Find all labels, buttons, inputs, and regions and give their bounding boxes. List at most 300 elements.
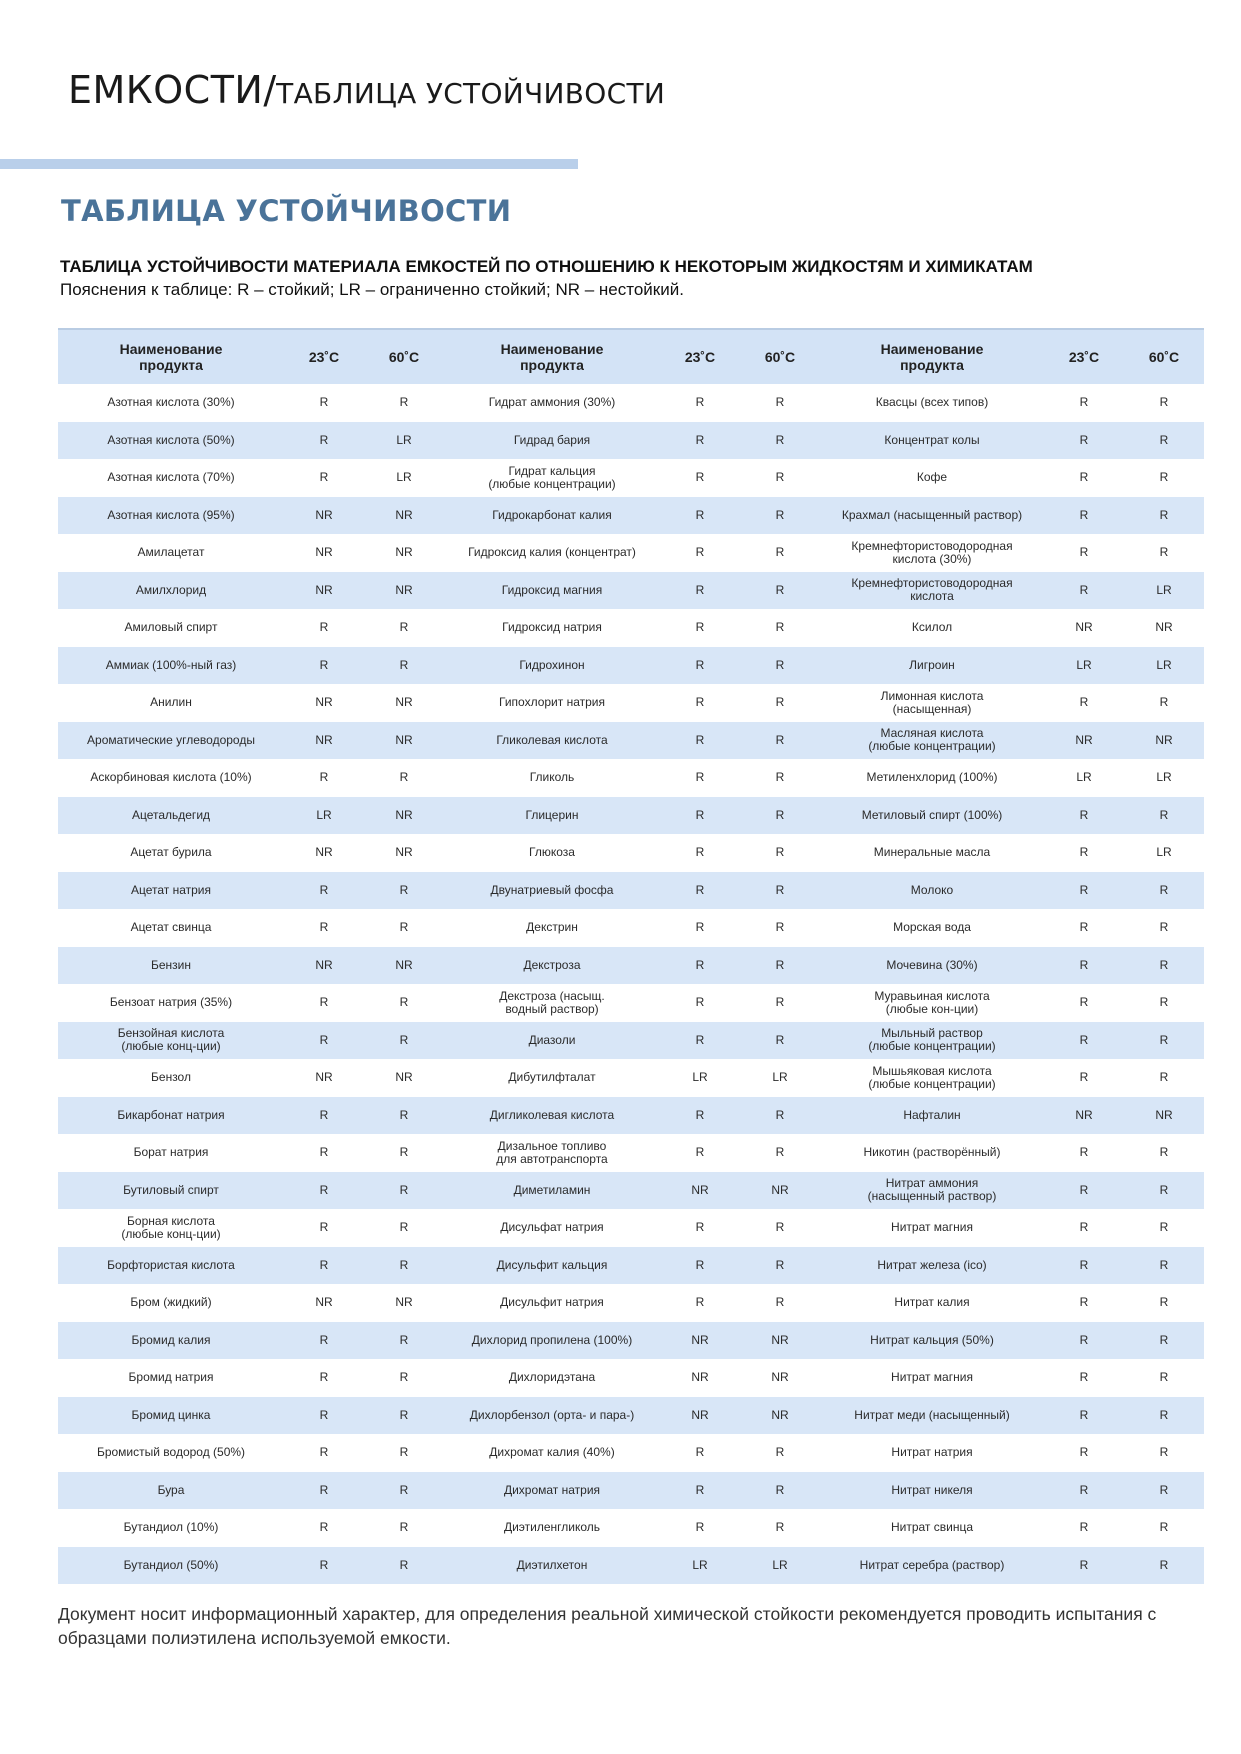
value-23c-cell: R [1044,1322,1124,1360]
value-60c-cell: R [740,422,820,460]
value-60c-cell: R [364,1172,444,1210]
table-row [58,459,1204,497]
product-name-cell: Нитрат кальция (50%) [820,1322,1044,1360]
table-row [58,1509,1204,1547]
product-name-cell: Квасцы (всех типов) [875,395,989,410]
value-23c-cell: NR [660,1397,740,1435]
table-row [58,684,1204,722]
value-60c-cell: R [399,995,409,1010]
value-23c-cell: R [695,620,705,635]
value-60c-cell: NR [395,1070,413,1085]
product-name-cell: Бромид калия [58,1322,284,1360]
product-name-cell: Азотная кислота (70%) [107,470,235,485]
product-name-cell: Гидроксид натрия [502,620,602,635]
table-row [58,797,1204,835]
value-60c-cell: R [740,1022,820,1060]
header-slash: / [263,68,277,112]
value-60c-cell: R [1124,872,1204,910]
product-name-cell: Муравьиная кислота (любые кон-ции) [874,988,990,1016]
value-60c-cell: NR [1124,1097,1204,1135]
product-name-cell: Кремнефтористоводородная кислота (30%) [851,538,1013,566]
value-23c-cell: R [284,1172,364,1210]
product-name-cell: Гидрокарбонат калия [444,497,660,535]
value-60c-cell: R [740,1472,820,1510]
value-60c-cell: R [1124,422,1204,460]
product-name-cell: Нитрат меди (насыщенный) [820,1397,1044,1435]
value-23c-cell: R [660,1247,740,1285]
table-row [58,1547,1204,1585]
product-name-cell: Дихромат натрия [444,1472,660,1510]
value-60c-cell: R [740,797,820,835]
value-23c-cell: R [1079,395,1089,410]
value-23c-cell: R [1079,1445,1089,1460]
product-name-cell: Амилацетат [137,545,205,560]
column-header-60c: 60˚C [740,329,820,384]
product-name-cell: Никотин (растворённый) [863,1145,1001,1160]
table-row [58,609,1204,647]
product-name-cell: Дигликолевая кислота [444,1097,660,1135]
value-23c-cell: R [319,395,329,410]
value-23c-cell: R [1079,1220,1089,1235]
table-row [58,572,1204,610]
value-60c-cell: NR [364,722,444,760]
product-name-cell: Бутандиол (10%) [123,1520,219,1535]
table-row [58,759,1204,797]
value-23c-cell: R [1044,497,1124,535]
value-23c-cell: NR [315,845,333,860]
value-60c-cell: R [775,1445,785,1460]
product-name-cell: Ацетат бурила [130,845,212,860]
product-name-cell: Борфтористая кислота [58,1247,284,1285]
value-23c-cell: R [1044,1247,1124,1285]
value-60c-cell: R [1159,1070,1169,1085]
value-23c-cell: R [695,1445,705,1460]
value-23c-cell: R [695,395,705,410]
product-name-cell: Дихлоридэтана [508,1370,596,1385]
product-name-cell: Нитрат аммония (насыщенный раствор) [820,1172,1044,1210]
value-60c-cell: R [399,1220,409,1235]
value-60c-cell: R [1159,1370,1169,1385]
resistance-table-container [58,328,1184,1584]
product-name-cell: Нитрат магния [891,1370,973,1385]
product-name-cell: Лимонная кислота (насыщенная) [880,688,984,716]
table-row [58,1359,1204,1397]
value-60c-cell: R [1124,1472,1204,1510]
value-23c-cell: R [1044,572,1124,610]
value-60c-cell: R [775,1520,785,1535]
table-row [58,909,1204,947]
product-name-cell: Ксилол [911,620,953,635]
value-60c-cell: R [1159,920,1169,935]
value-60c-cell: R [775,545,785,560]
product-name-cell: Крахмал (насыщенный раствор) [820,497,1044,535]
value-23c-cell: R [660,572,740,610]
value-23c-cell: R [1044,947,1124,985]
value-23c-cell: R [660,422,740,460]
value-60c-cell: NR [395,545,413,560]
product-name-cell: Диметиламин [444,1172,660,1210]
value-60c-cell: R [399,1445,409,1460]
product-name-cell: Ароматические углеводороды [58,722,284,760]
table-row [58,497,1204,535]
value-23c-cell: R [284,1547,364,1585]
value-60c-cell: R [775,620,785,635]
page-header [68,68,665,112]
product-name-cell: Гидроксид магния [444,572,660,610]
value-23c-cell: R [284,1397,364,1435]
value-60c-cell: R [364,872,444,910]
value-60c-cell: R [1159,1520,1169,1535]
value-60c-cell: R [775,695,785,710]
value-23c-cell: NR [315,1070,333,1085]
value-23c-cell: R [660,1097,740,1135]
table-row [58,947,1204,985]
value-23c-cell: NR [284,947,364,985]
value-23c-cell: R [319,1145,329,1160]
product-name-cell: Ацетат свинца [130,920,212,935]
value-60c-cell: R [775,395,785,410]
value-23c-cell: R [1079,1295,1089,1310]
table-row [58,834,1204,872]
product-name-cell: Дихлорбензол (орта- и пара-) [444,1397,660,1435]
value-23c-cell: R [660,647,740,685]
product-name-cell: Гидрад бария [444,422,660,460]
value-23c-cell: R [319,995,329,1010]
table-row [58,1397,1204,1435]
table-row [58,384,1204,422]
value-23c-cell: R [319,620,329,635]
value-23c-cell: R [319,1445,329,1460]
table-row [58,534,1204,572]
product-name-cell: Гипохлорит натрия [499,695,605,710]
column-header-name: Наименование продукта [58,329,284,384]
value-23c-cell: NR [660,1322,740,1360]
column-header-name: Наименование продукта [820,329,1044,384]
product-name-cell: Двунатриевый фосфа [444,872,660,910]
value-60c-cell: R [775,995,785,1010]
value-23c-cell: R [319,1220,329,1235]
product-name-cell: Масляная кислота (любые концентрации) [820,722,1044,760]
product-name-cell: Борная кислота (любые конц-ции) [121,1213,221,1241]
value-23c-cell: R [695,920,705,935]
product-name-cell: Мыльный раствор (любые концентрации) [820,1022,1044,1060]
product-name-cell: Нитрат калия [894,1295,970,1310]
product-name-cell: Бромид цинка [58,1397,284,1435]
value-60c-cell: R [740,722,820,760]
accent-bar [0,159,578,169]
value-60c-cell: R [775,1295,785,1310]
value-60c-cell: R [364,1022,444,1060]
value-60c-cell: NR [364,572,444,610]
value-60c-cell: LR [1124,572,1204,610]
value-60c-cell: R [740,572,820,610]
product-name-cell: Дисульфит натрия [500,1295,604,1310]
product-name-cell: Дисульфит кальция [444,1247,660,1285]
value-60c-cell: NR [364,497,444,535]
value-60c-cell: R [399,395,409,410]
product-name-cell: Бензоат натрия (35%) [109,995,233,1010]
product-name-cell: Кофе [916,470,948,485]
value-23c-cell: R [1079,920,1089,935]
table-row [58,984,1204,1022]
value-23c-cell: R [660,947,740,985]
value-23c-cell: R [284,1097,364,1135]
value-60c-cell: NR [364,947,444,985]
value-60c-cell: R [364,1472,444,1510]
product-name-cell: Бензол [151,1070,191,1085]
value-60c-cell: NR [740,1397,820,1435]
product-name-cell: Аскорбиновая кислота (10%) [90,770,252,785]
product-name-cell: Морская вода [893,920,971,935]
value-60c-cell: R [1124,1247,1204,1285]
value-60c-cell: R [740,872,820,910]
value-60c-cell: R [1124,797,1204,835]
value-60c-cell: R [364,647,444,685]
value-60c-cell: R [1159,1220,1169,1235]
value-23c-cell: LR [692,1070,708,1085]
product-name-cell: Бура [58,1472,284,1510]
value-23c-cell: R [284,1247,364,1285]
value-60c-cell: LR [364,422,444,460]
value-60c-cell: R [775,770,785,785]
table-row [58,872,1204,910]
value-23c-cell: R [1044,1397,1124,1435]
value-60c-cell: NR [364,797,444,835]
table-row [58,1247,1204,1285]
value-23c-cell: R [284,1322,364,1360]
value-60c-cell: R [1159,545,1169,560]
product-name-cell: Метиловый спирт (100%) [820,797,1044,835]
product-name-cell: Дизальное топливо для автотранспорта [496,1138,608,1166]
value-23c-cell: R [660,797,740,835]
section-title: ТАБЛИЦА УСТОЙЧИВОСТИ [61,194,512,228]
value-23c-cell: R [695,1295,705,1310]
product-name-cell: Аммиак (100%-ный газ) [58,647,284,685]
value-23c-cell: R [284,422,364,460]
value-23c-cell: R [319,470,329,485]
value-23c-cell: NR [315,545,333,560]
value-23c-cell: R [319,920,329,935]
value-60c-cell: R [1159,1145,1169,1160]
value-60c-cell: R [364,1397,444,1435]
value-23c-cell: NR [1044,722,1124,760]
table-row [58,647,1204,685]
product-name-cell: Гидроксид калия (концентрат) [468,545,636,560]
value-23c-cell: R [1044,1172,1124,1210]
value-60c-cell: NR [771,1370,789,1385]
value-23c-cell: R [695,770,705,785]
value-60c-cell: LR [772,1070,788,1085]
table-body [58,384,1204,1584]
value-60c-cell: R [1124,947,1204,985]
value-23c-cell: R [284,1022,364,1060]
product-name-cell: Гидрохинон [444,647,660,685]
value-23c-cell: R [660,497,740,535]
product-name-cell: Дихромат калия (40%) [489,1445,615,1460]
value-23c-cell: NR [660,1172,740,1210]
value-60c-cell: R [1159,395,1169,410]
column-header-23c: 23˚C [284,329,364,384]
value-23c-cell: R [695,695,705,710]
value-60c-cell: R [775,1220,785,1235]
value-23c-cell: R [660,1472,740,1510]
product-name-cell: Нитрат серебра (раствор) [820,1547,1044,1585]
product-name-cell: Диазоли [444,1022,660,1060]
value-23c-cell: R [1044,1472,1124,1510]
table-heading: ТАБЛИЦА УСТОЙЧИВОСТИ МАТЕРИАЛА ЕМКОСТЕЙ ПО ОТНОШЕНИЮ К НЕКОТОРЫМ ЖИДКОСТЯМ И ХИМИКАТАМ [60,257,1033,276]
value-23c-cell: R [695,470,705,485]
value-60c-cell: R [1159,1295,1169,1310]
product-name-cell: Декстроза (насыщ. водный раствор) [499,988,605,1016]
value-60c-cell: NR [1124,722,1204,760]
product-name-cell: Молоко [820,872,1044,910]
table-row [58,1172,1204,1210]
value-23c-cell: R [695,1220,705,1235]
product-name-cell: Азотная кислота (95%) [58,497,284,535]
product-name-cell: Бромистый водород (50%) [96,1445,246,1460]
product-name-cell: Анилин [150,695,192,710]
value-60c-cell: R [1124,1322,1204,1360]
value-23c-cell: R [1044,1022,1124,1060]
value-60c-cell: R [1159,1445,1169,1460]
value-60c-cell: R [775,470,785,485]
product-name-cell: Бромид натрия [128,1370,214,1385]
value-60c-cell: R [740,1247,820,1285]
product-name-cell: Мышьяковая кислота (любые концентрации) [868,1063,996,1091]
product-name-cell: Гидрат кальция (любые концентрации) [488,463,616,491]
value-23c-cell: R [660,722,740,760]
table-row [58,722,1204,760]
product-name-cell: Дихлорид пропилена (100%) [444,1322,660,1360]
product-name-cell: Ацетальдегид [58,797,284,835]
value-60c-cell: R [1159,470,1169,485]
value-60c-cell: R [775,920,785,935]
value-23c-cell: R [660,872,740,910]
product-name-cell: Кремнефтористоводородная кислота [820,572,1044,610]
value-23c-cell: NR [284,572,364,610]
value-60c-cell: LR [1124,647,1204,685]
product-name-cell: Концентрат колы [820,422,1044,460]
value-60c-cell: R [399,620,409,635]
table-row [58,1434,1204,1472]
header-main-title: ЕМКОСТИ [68,68,264,112]
value-60c-cell: R [399,1370,409,1385]
value-23c-cell: NR [1075,620,1093,635]
product-name-cell: Метиленхлорид (100%) [866,770,998,785]
value-60c-cell: R [740,1097,820,1135]
product-name-cell: Мочевина (30%) [820,947,1044,985]
value-60c-cell: R [1124,1022,1204,1060]
product-name-cell: Гликоль [529,770,575,785]
table-row [58,1284,1204,1322]
value-23c-cell: LR [1076,770,1092,785]
table-row [58,1097,1204,1135]
value-23c-cell: R [695,1145,705,1160]
table-row [58,1209,1204,1247]
table-legend: Пояснения к таблице: R – стойкий; LR – ограниченно стойкий; NR – нестойкий. [60,280,684,299]
product-name-cell: Бутандиол (50%) [58,1547,284,1585]
value-60c-cell: R [1124,1172,1204,1210]
value-23c-cell: NR [691,1370,709,1385]
value-23c-cell: R [1044,872,1124,910]
value-23c-cell: R [695,845,705,860]
value-23c-cell: R [1044,797,1124,835]
value-60c-cell: R [740,497,820,535]
value-23c-cell: LR [284,797,364,835]
value-60c-cell: R [740,647,820,685]
value-23c-cell: R [1079,545,1089,560]
product-name-cell: Диэтиленгликоль [503,1520,601,1535]
product-name-cell: Бикарбонат натрия [58,1097,284,1135]
product-name-cell: Гидрат аммония (30%) [488,395,616,410]
value-23c-cell: R [1079,1370,1089,1385]
value-23c-cell: R [1079,1070,1089,1085]
value-60c-cell: R [399,920,409,935]
product-name-cell: Бензин [58,947,284,985]
product-name-cell: Нитрат свинца [890,1520,974,1535]
value-60c-cell: R [775,1145,785,1160]
value-23c-cell: R [1079,1520,1089,1535]
value-23c-cell: R [319,770,329,785]
product-name-cell: Бензойная кислота (любые конц-ции) [58,1022,284,1060]
column-header-60c: 60˚C [1124,329,1204,384]
product-name-cell: Амилхлорид [58,572,284,610]
resistance-table [58,328,1204,1584]
value-23c-cell: R [284,1472,364,1510]
product-name-cell: Бутиловый спирт [58,1172,284,1210]
value-60c-cell: LR [1156,845,1172,860]
table-row [58,1472,1204,1510]
column-header-name: Наименование продукта [444,329,660,384]
table-row [58,1134,1204,1172]
product-name-cell: Декстроза [444,947,660,985]
table-row [58,1022,1204,1060]
value-23c-cell: NR [315,1295,333,1310]
value-60c-cell: NR [395,695,413,710]
table-row [58,1059,1204,1097]
value-23c-cell: R [1079,470,1089,485]
value-60c-cell: R [1124,1397,1204,1435]
product-name-cell: Нитрат натрия [891,1445,973,1460]
value-60c-cell: R [775,845,785,860]
value-60c-cell: R [364,1097,444,1135]
product-name-cell: Дибутилфталат [508,1070,596,1085]
value-23c-cell: LR [1044,647,1124,685]
value-60c-cell: R [364,1322,444,1360]
product-name-cell: Амиловый спирт [124,620,218,635]
value-60c-cell: R [399,770,409,785]
value-23c-cell: R [319,1520,329,1535]
product-name-cell: Нитрат магния [891,1220,973,1235]
value-23c-cell: NR [315,695,333,710]
product-name-cell: Борат натрия [133,1145,209,1160]
value-23c-cell: NR [284,722,364,760]
value-23c-cell: R [1044,422,1124,460]
value-60c-cell: R [1124,1547,1204,1585]
value-23c-cell: R [1079,995,1089,1010]
product-name-cell: Нафталин [820,1097,1044,1135]
column-header-23c: 23˚C [660,329,740,384]
value-23c-cell: R [1079,695,1089,710]
product-name-cell: Минеральные масла [873,845,991,860]
column-header-60c: 60˚C [364,329,444,384]
value-60c-cell: R [1159,695,1169,710]
header-subtitle: ТАБЛИЦА УСТОЙЧИВОСТИ [276,77,666,110]
value-60c-cell: LR [396,470,412,485]
value-23c-cell: R [660,1022,740,1060]
value-60c-cell: NR [740,1322,820,1360]
value-23c-cell: R [695,545,705,560]
